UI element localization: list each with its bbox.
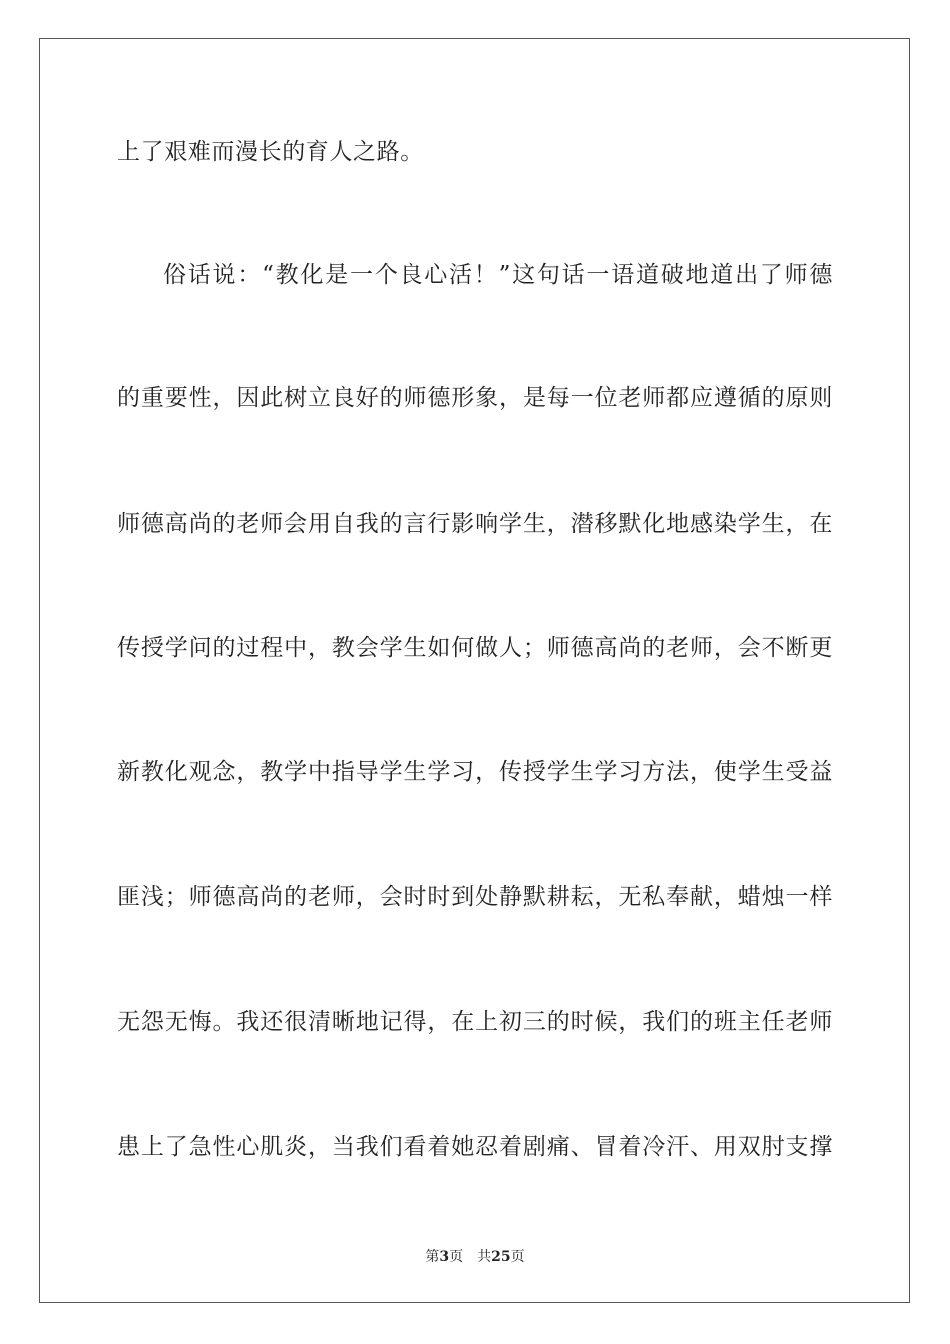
total-suffix: 页 [510, 1249, 525, 1265]
page-footer [0, 1248, 950, 1266]
total-pages: 25 [491, 1249, 511, 1265]
page-suffix: 页 [449, 1249, 464, 1265]
page-prefix: 第 [425, 1249, 440, 1265]
paragraph-line-3: 的重要性，因此树立良好的师德形象，是每一位老师都应遵循的原则 [117, 385, 833, 411]
paragraph-line-7: 匪浅；师德高尚的老师，会时时到处静默耕耘，无私奉献，蜡烛一样 [117, 884, 833, 910]
page-number: 3 [439, 1249, 450, 1265]
paragraph-line-1: 上了艰难而漫长的育人之路。 [117, 139, 424, 165]
page-border [39, 38, 910, 1303]
paragraph-line-4: 师德高尚的老师会用自我的言行影响学生，潜移默化地感染学生，在 [117, 511, 833, 537]
paragraph-line-8: 无怨无悔。我还很清晰地记得，在上初三的时候，我们的班主任老师 [117, 1009, 833, 1035]
paragraph-line-9: 患上了急性心肌炎，当我们看着她忍着剧痛、冒着冷汗、用双肘支撑 [117, 1134, 833, 1160]
total-prefix: 共 [477, 1249, 492, 1265]
paragraph-line-5: 传授学问的过程中，教会学生如何做人；师德高尚的老师，会不断更 [117, 635, 833, 661]
paragraph-line-6: 新教化观念，教学中指导学生学习，传授学生学习方法，使学生受益 [117, 759, 833, 785]
paragraph-line-2: 俗话说：“教化是一个良心活！”这句话一语道破地道出了师德 [163, 262, 833, 288]
